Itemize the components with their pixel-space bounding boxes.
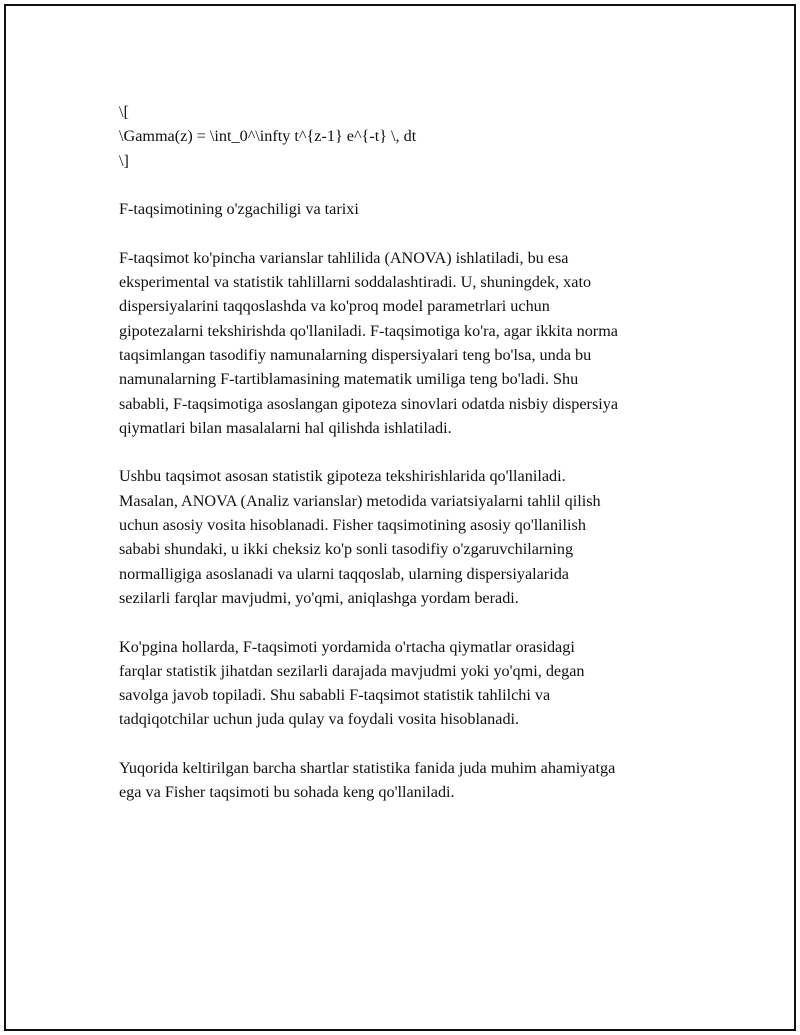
paragraph-line: uchun asosiy vosita hisoblanadi. Fisher taqsimotining asosiy qo'llanilish [119,516,586,535]
paragraph-line: Ko'pgina hollarda, F-taqsimoti yordamida o'rtacha qiymatlar orasidagi [119,637,575,656]
paragraph-mean-differences [119,635,709,732]
paragraph-line: ega va Fisher taqsimoti bu sohada keng qo'llaniladi. [119,783,455,802]
formula-close-delimiter: \] [119,151,129,170]
paragraph-line: dispersiyalarini taqqoslashda va ko'proq model parametrlari uchun [119,297,550,316]
paragraph-line: normalligiga asoslanadi va ularni taqqoslab, ularning dispersiyalarida [119,564,569,583]
paragraph-line: tadqiqotchilar uchun juda qulay va foydali vosita hisoblanadi. [119,710,520,729]
gamma-function-formula: \Gamma(z) = \int_0^\infty t^{z-1} e^{-t} \, dt [119,127,417,146]
section-heading: F-taqsimotining o'zgachiligi va tarixi [119,200,359,219]
paragraph-hypothesis-testing [119,464,709,610]
formula-block [119,100,709,173]
paragraph-line: Yuqorida keltirilgan barcha shartlar statistika fanida juda muhim ahamiyatga [119,759,616,778]
paragraph-line: taqsimlangan tasodifiy namunalarning dispersiyalari teng bo'lsa, unda bu [119,345,592,364]
page-frame [4,4,796,1031]
paragraph-line: F-taqsimot ko'pincha varianslar tahlilida (ANOVA) ishlatiladi, bu esa [119,248,569,267]
paragraph-conclusion [119,756,709,805]
paragraph-line: qiymatlari bilan masalalarni hal qilishda ishlatiladi. [119,418,452,437]
paragraph-line: farqlar statistik jihatdan sezilarli darajada mavjudmi yoki yo'qmi, degan [119,661,585,680]
paragraph-line: namunalarning F-tartiblamasining matematik umiliga teng bo'ladi. Shu [119,370,579,389]
paragraph-line: sezilarli farqlar mavjudmi, yo'qmi, aniqlashga yordam beradi. [119,588,519,607]
paragraph-line: savolga javob topiladi. Shu sababli F-taqsimot statistik tahlilchi va [119,686,551,705]
paragraph-anova-usage [119,246,709,440]
paragraph-line: eksperimental va statistik tahlillarni soddalashtiradi. U, shuningdek, xato [119,273,592,292]
paragraph-line: gipotezalarni tekshirishda qo'llaniladi. F-taqsimotiga ko'ra, agar ikkita norma [119,321,618,340]
paragraph-line: Masalan, ANOVA (Analiz varianslar) metodida variatsiyalarni tahlil qilish [119,491,601,510]
document-body [119,100,709,805]
formula-open-delimiter: \[ [119,103,129,121]
paragraph-line: sababi shundaki, u ikki cheksiz ko'p sonli tasodifiy o'zgaruvchilarning [119,540,574,559]
paragraph-line: Ushbu taqsimot asosan statistik gipoteza tekshirishlarida qo'llaniladi. [119,467,566,486]
paragraph-line: sababli, F-taqsimotiga asoslangan gipoteza sinovlari odatda nisbiy dispersiya [119,394,619,413]
